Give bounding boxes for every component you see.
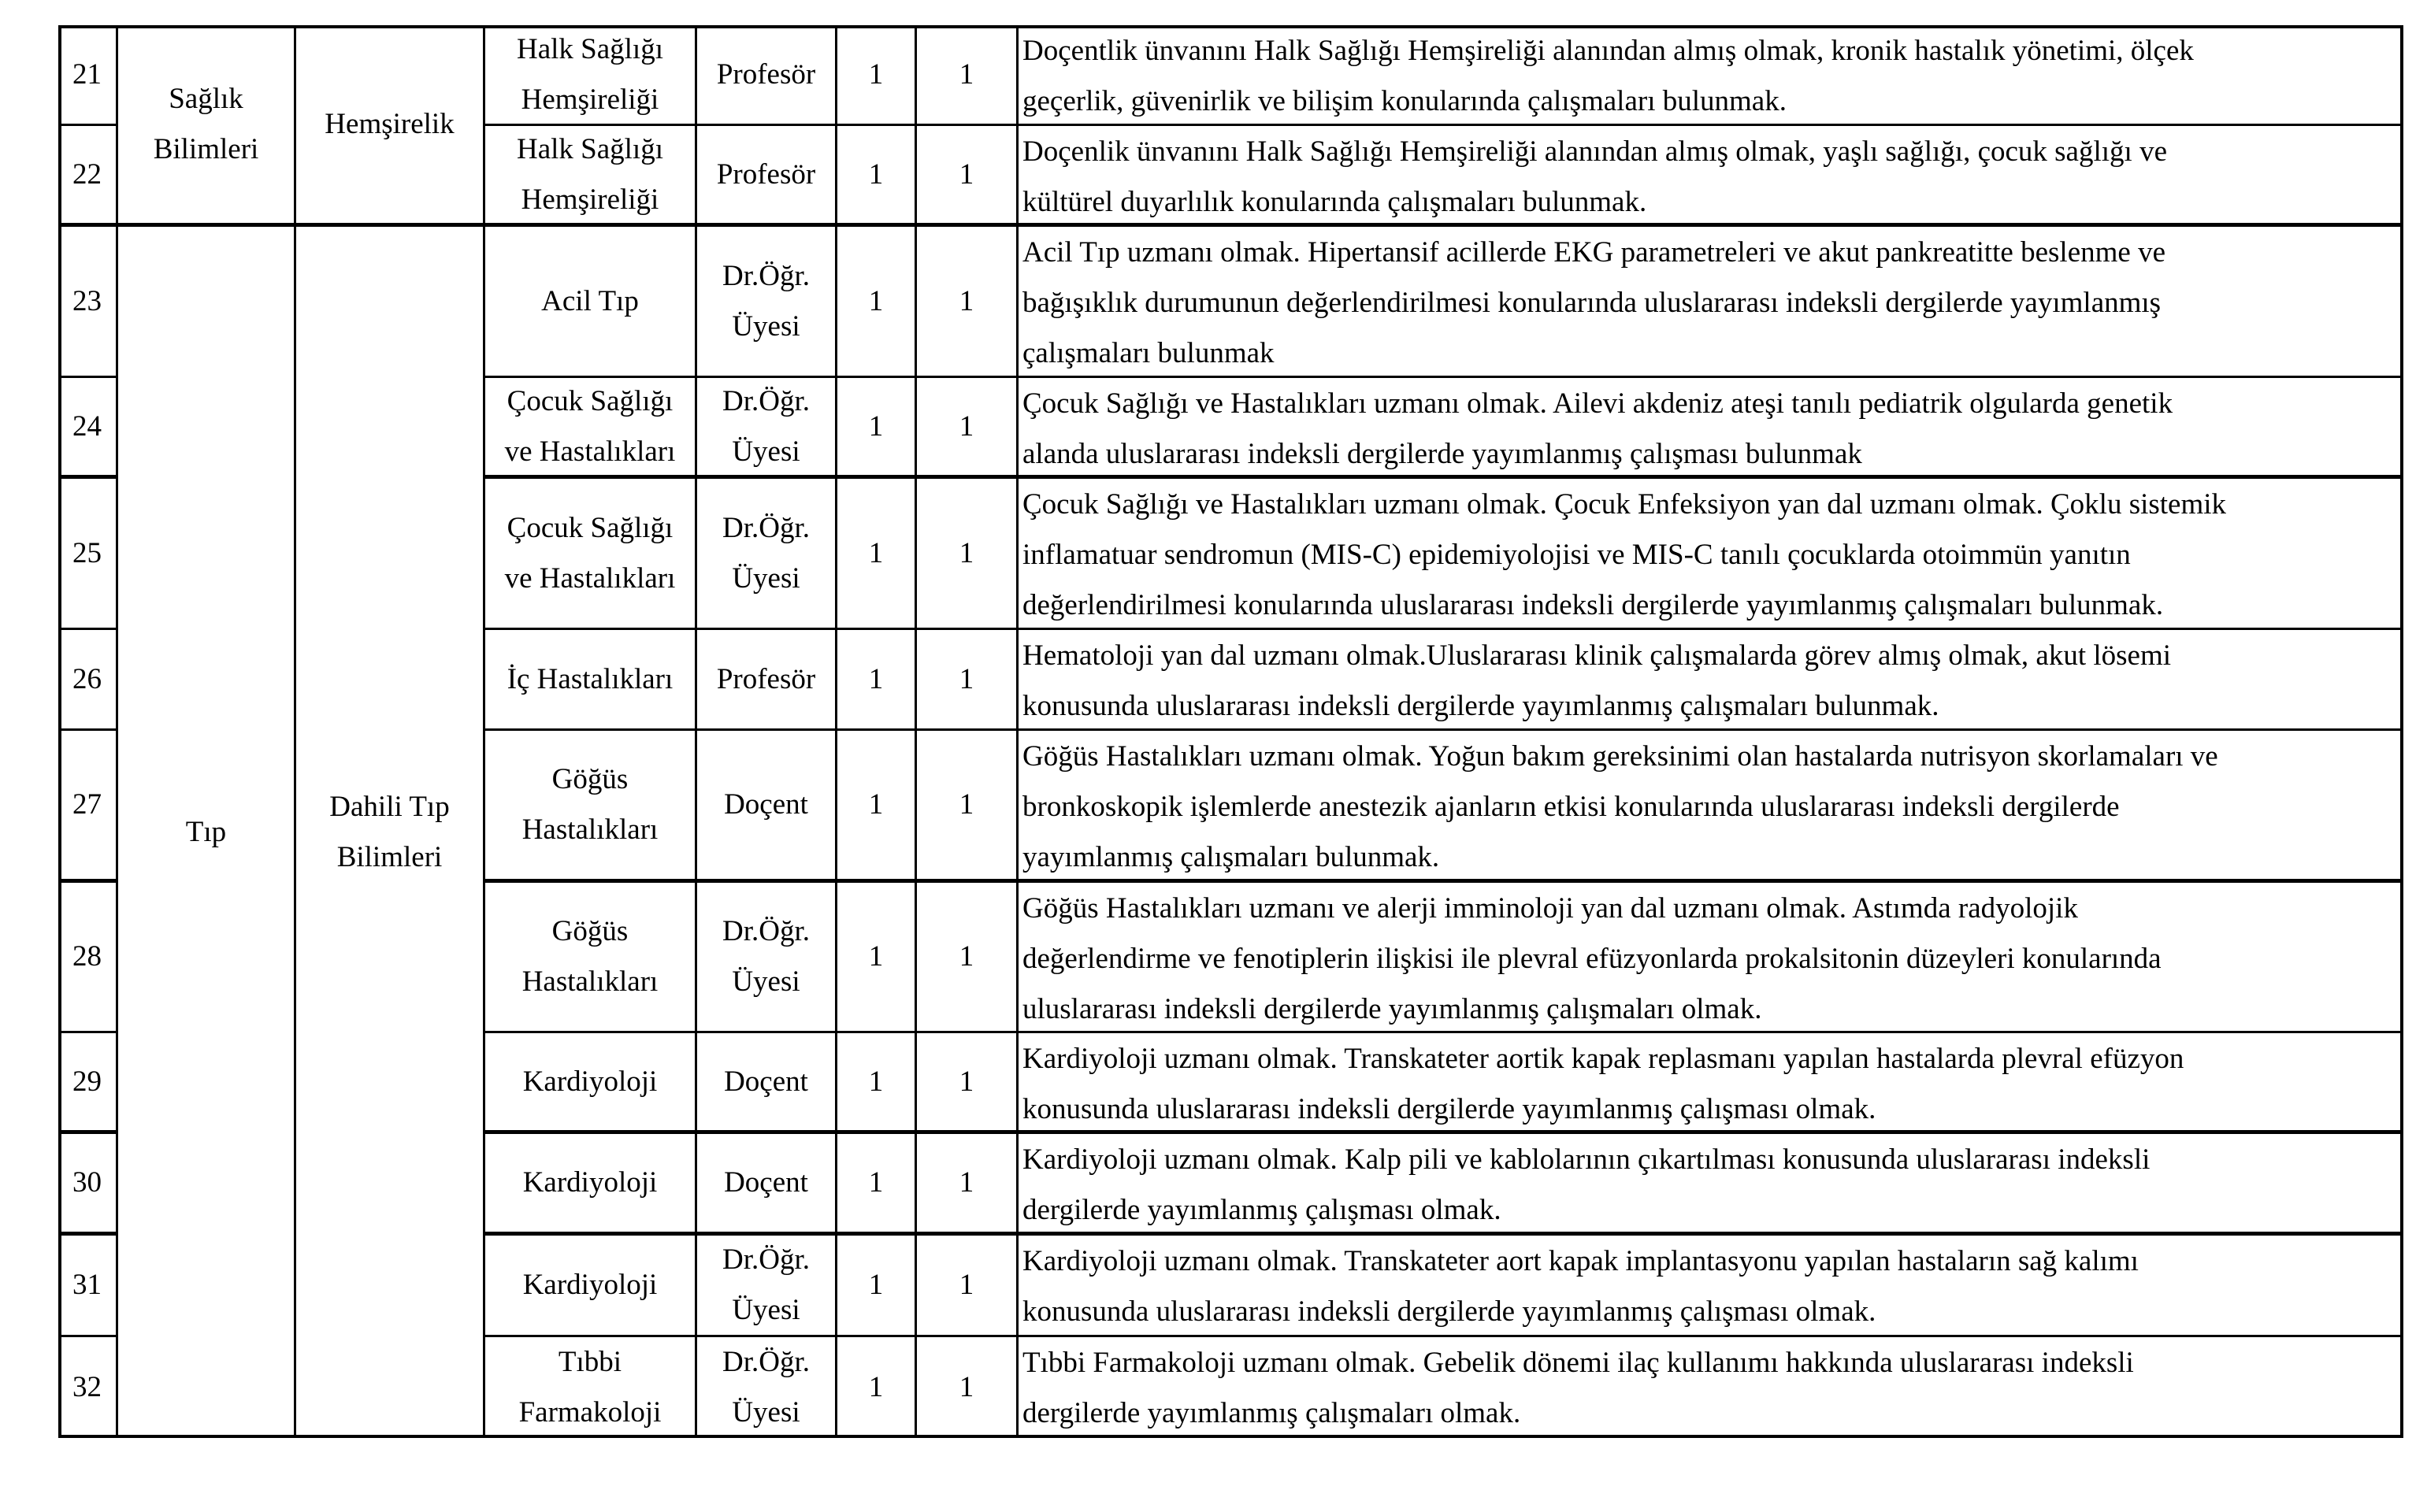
text-line: Dahili Tıp <box>329 791 450 823</box>
position-count-cell <box>837 1033 917 1134</box>
row-number-cell <box>58 731 118 883</box>
text-line: ve Hastalıkları <box>504 435 676 468</box>
text-line: Profesör <box>716 57 816 91</box>
cell-text: 1 <box>959 940 974 973</box>
requirements-cell <box>1019 479 2403 630</box>
position-count-cell <box>837 630 917 731</box>
text-line: Profesör <box>716 158 816 191</box>
position-count-cell <box>837 479 917 630</box>
quota-count-cell <box>917 227 1019 378</box>
anabilim-dali-cell <box>485 1134 697 1236</box>
text-line: Profesör <box>716 662 816 695</box>
cell-text: 1 <box>868 158 884 191</box>
text-line: Hastalıkları <box>521 813 659 846</box>
text-line: Hastalıkları <box>521 965 659 998</box>
cell-text <box>523 1158 658 1208</box>
position-count-cell <box>837 378 917 479</box>
cell-text <box>186 807 226 858</box>
cell-text <box>325 99 454 150</box>
row-number-cell <box>58 883 118 1033</box>
text-line: Göğüs <box>551 915 629 947</box>
quota-count-cell <box>917 630 1019 731</box>
row-number-cell <box>58 479 118 630</box>
anabilim-dali-cell <box>485 1337 697 1438</box>
cell-text <box>329 782 449 883</box>
text-line: Halk Sağlığı <box>516 132 663 165</box>
text-line: dergilerde yayımlanmış çalışması olmak. <box>1022 1194 1501 1226</box>
cell-text <box>1022 1034 2184 1134</box>
text-line: ve Hastalıkları <box>504 561 676 595</box>
cell-text: 1 <box>959 1269 974 1301</box>
department-cell <box>296 227 485 1438</box>
text-line: Acil Tıp uzmanı olmak. Hipertansif acillerde EKG parametreleri ve akut pankreatitte beslenme ve <box>1022 236 2165 269</box>
requirements-cell <box>1019 630 2403 731</box>
academic-title-cell <box>697 883 837 1033</box>
position-count-cell <box>837 126 917 227</box>
cell-text <box>1022 127 2167 227</box>
text-line: alanda uluslararası indeksli dergilerde yayımlanmış çalışması bulunmak <box>1022 438 1862 470</box>
academic-title-cell <box>697 1337 837 1438</box>
anabilim-dali-cell <box>485 883 697 1033</box>
position-count-cell <box>837 1236 917 1337</box>
row-number-cell <box>58 1236 118 1337</box>
cell-text: 26 <box>72 662 102 695</box>
text-line: Hemşireliği <box>521 183 659 216</box>
requirements-cell <box>1019 883 2403 1033</box>
academic-title-cell <box>697 1236 837 1337</box>
cell-text: 1 <box>959 1065 974 1098</box>
text-line: dergilerde yayımlanmış çalışmaları olmak. <box>1022 1397 1521 1429</box>
row-number-cell <box>58 1033 118 1134</box>
academic-title-cell <box>697 227 837 378</box>
cell-text: 28 <box>72 940 102 973</box>
cell-text <box>722 1236 810 1336</box>
cell-text <box>505 378 676 477</box>
quota-count-cell <box>917 731 1019 883</box>
cell-text <box>517 25 663 125</box>
cell-text <box>1022 228 2165 378</box>
quota-count-cell <box>917 126 1019 227</box>
cell-text: 24 <box>72 410 102 443</box>
text-line: Kardiyoloji uzmanı olmak. Kalp pili ve kablolarının çıkartılması konusunda uluslararası indeksli <box>1022 1143 2151 1176</box>
quota-count-cell <box>917 1134 1019 1236</box>
cell-text: 23 <box>72 284 102 317</box>
anabilim-dali-cell <box>485 126 697 227</box>
department-cell <box>296 25 485 227</box>
cell-text <box>519 1337 662 1438</box>
position-count-cell <box>837 883 917 1033</box>
requirements-cell <box>1019 1033 2403 1134</box>
requirements-cell <box>1019 126 2403 227</box>
quota-count-cell <box>917 883 1019 1033</box>
position-count-cell <box>837 25 917 126</box>
text-line: konusunda uluslararası indeksli dergilerde yayımlanmış çalışması olmak. <box>1022 1295 1876 1328</box>
text-line: Dr.Öğr. <box>722 259 810 292</box>
academic-title-cell <box>697 630 837 731</box>
text-line: Hemşirelik <box>325 107 455 140</box>
cell-text <box>722 1337 810 1438</box>
text-line: kültürel duyarlılık konularında çalışmaları bulunmak. <box>1022 186 1647 218</box>
text-line: Kardiyoloji <box>522 1269 658 1301</box>
cell-text <box>1022 1236 2139 1337</box>
text-line: Bilimleri <box>153 132 259 165</box>
quota-count-cell <box>917 479 1019 630</box>
text-line: Üyesi <box>732 1294 800 1326</box>
text-line: Göğüs <box>551 763 629 795</box>
anabilim-dali-cell <box>485 1033 697 1134</box>
anabilim-dali-cell <box>485 731 697 883</box>
cell-text: 1 <box>959 158 974 191</box>
text-line: Çocuk Sağlığı <box>507 511 674 544</box>
requirements-cell <box>1019 227 2403 378</box>
text-line: Sağlık <box>169 82 243 115</box>
cell-text <box>722 378 810 477</box>
requirements-cell <box>1019 1337 2403 1438</box>
cell-text: 1 <box>868 788 884 821</box>
cell-text: 1 <box>868 284 884 317</box>
quota-count-cell <box>917 378 1019 479</box>
text-line: geçerlik, güvenirlik ve bilişim konularında çalışmaları bulunmak. <box>1022 85 1787 117</box>
text-line: Halk Sağlığı <box>516 32 663 65</box>
cell-text <box>523 1260 658 1310</box>
text-line: Kardiyoloji <box>522 1166 658 1199</box>
cell-text <box>1022 379 2173 479</box>
text-line: Dr.Öğr. <box>722 1346 810 1378</box>
text-line: Dr.Öğr. <box>722 384 810 417</box>
cell-text <box>154 74 259 175</box>
academic-title-cell <box>697 1134 837 1236</box>
row-number-cell <box>58 378 118 479</box>
requirements-cell <box>1019 378 2403 479</box>
row-number-cell <box>58 126 118 227</box>
cell-text <box>1022 631 2171 731</box>
text-line: Göğüs Hastalıkları uzmanı ve alerji imminoloji yan dal uzmanı olmak. Astımda radyolojik <box>1022 892 2078 925</box>
anabilim-dali-cell <box>485 378 697 479</box>
academic-title-cell <box>697 126 837 227</box>
positions-table <box>58 25 2403 1438</box>
text-line: bağışıklık durumunun değerlendirilmesi konularında uluslararası indeksli dergilerde yayımlanmış <box>1022 287 2162 319</box>
cell-text: 1 <box>868 940 884 973</box>
text-line: Acil Tıp <box>541 284 639 317</box>
text-line: konusunda uluslararası indeksli dergilerde yayımlanmış çalışmaları bulunmak. <box>1022 690 1939 722</box>
text-line: Çocuk Sağlığı ve Hastalıkları uzmanı olmak. Çocuk Enfeksiyon yan dal uzmanı olmak. Çoklu sistemik <box>1022 488 2227 521</box>
cell-text <box>724 1158 808 1208</box>
text-line: Doçent <box>724 1065 808 1098</box>
cell-text: 1 <box>959 1371 974 1403</box>
cell-text <box>522 906 659 1007</box>
text-line: değerlendirilmesi konularında uluslararası indeksli dergilerde yayımlanmış çalışmaları bulunmak. <box>1022 589 2164 621</box>
cell-text: 1 <box>868 1269 884 1301</box>
cell-text: 29 <box>72 1065 102 1098</box>
cell-text: 31 <box>72 1269 102 1301</box>
text-line: Kardiyoloji <box>522 1065 658 1098</box>
cell-text: 1 <box>868 536 884 569</box>
text-line: Göğüs Hastalıkları uzmanı olmak. Yoğun bakım gereksinimi olan hastalarda nutrisyon skorlamaları ve <box>1022 740 2218 773</box>
text-line: yayımlanmış çalışmaları bulunmak. <box>1022 841 1440 873</box>
cell-text: 32 <box>72 1371 102 1403</box>
position-count-cell <box>837 1134 917 1236</box>
text-line: bronkoskopik işlemlerde anestezik ajanların etkisi konularında uluslararası indeksli dergilerde <box>1022 791 2120 823</box>
academic-title-cell <box>697 731 837 883</box>
text-line: Tıbbi <box>558 1346 622 1378</box>
cell-text <box>523 1057 658 1107</box>
cell-text <box>717 50 815 100</box>
quota-count-cell <box>917 1236 1019 1337</box>
cell-text: 1 <box>868 410 884 443</box>
cell-text: 1 <box>959 284 974 317</box>
cell-text <box>1022 1338 2134 1438</box>
cell-text: 22 <box>72 158 102 191</box>
text-line: uluslararası indeksli dergilerde yayımlanmış çalışmaları olmak. <box>1022 993 1762 1025</box>
cell-text: 1 <box>959 1166 974 1199</box>
requirements-cell <box>1019 731 2403 883</box>
cell-text: 1 <box>959 536 974 569</box>
cell-text: 1 <box>868 662 884 695</box>
text-line: Hematoloji yan dal uzmanı olmak.Uluslararası klinik çalışmalarda görev almış olmak, akut lösemi <box>1022 639 2172 672</box>
academic-title-cell <box>697 378 837 479</box>
text-line: Tıp <box>185 816 227 848</box>
anabilim-dali-cell <box>485 227 697 378</box>
cell-text: 1 <box>959 410 974 443</box>
cell-text <box>1022 1135 2150 1236</box>
cell-text: 1 <box>868 1166 884 1199</box>
cell-text <box>507 654 674 705</box>
cell-text: 30 <box>72 1166 102 1199</box>
academic-title-cell <box>697 25 837 126</box>
text-line: inflamatuar sendromun (MIS-C) epidemiyolojisi ve MIS-C tanılı çocuklarda otoimmün yanıtın <box>1022 539 2131 571</box>
text-line: Dr.Öğr. <box>722 1243 810 1276</box>
cell-text: 1 <box>959 57 974 91</box>
text-line: Üyesi <box>732 1396 800 1429</box>
requirements-cell <box>1019 25 2403 126</box>
text-line: Üyesi <box>732 561 800 595</box>
text-line: Üyesi <box>732 435 800 468</box>
cell-text: 1 <box>868 1065 884 1098</box>
text-line: değerlendirme ve fenotiplerin ilişkisi ile plevral efüzyonlarda prokalsitonin düzeyleri konularında <box>1022 943 2162 975</box>
position-count-cell <box>837 1337 917 1438</box>
cell-text <box>1022 26 2194 126</box>
cell-text: 27 <box>72 788 102 821</box>
anabilim-dali-cell <box>485 479 697 630</box>
text-line: Kardiyoloji uzmanı olmak. Transkateter aortik kapak replasmanı yapılan hastalarda plevral efüzyon <box>1022 1043 2184 1075</box>
academic-title-cell <box>697 479 837 630</box>
cell-text <box>717 150 815 200</box>
quota-count-cell <box>917 1337 1019 1438</box>
text-line: Çocuk Sağlığı ve Hastalıkları uzmanı olmak. Ailevi akdeniz ateşi tanılı pediatrik olgularda genetik <box>1022 387 2173 420</box>
cell-text <box>717 654 815 705</box>
text-line: konusunda uluslararası indeksli dergilerde yayımlanmış çalışması olmak. <box>1022 1093 1876 1125</box>
text-line: Tıbbi Farmakoloji uzmanı olmak. Gebelik dönemi ilaç kullanımı hakkında uluslararası indeksli <box>1022 1347 2134 1379</box>
text-line: Doçentlik ünvanını Halk Sağlığı Hemşireliği alanından almış olmak, kronik hastalık yönetimi, ölçek <box>1022 35 2194 67</box>
text-line: Bilimleri <box>336 841 443 873</box>
cell-text: 1 <box>959 788 974 821</box>
cell-text <box>1022 884 2162 1033</box>
academic-title-cell <box>697 1033 837 1134</box>
cell-text <box>722 503 810 604</box>
text-line: İç Hastalıkları <box>507 662 674 695</box>
faculty-cell <box>118 227 296 1438</box>
cell-text <box>724 1057 808 1107</box>
quota-count-cell <box>917 25 1019 126</box>
cell-text: 25 <box>72 536 102 569</box>
cell-text: 21 <box>72 57 102 91</box>
text-line: Dr.Öğr. <box>722 511 810 544</box>
text-line: Kardiyoloji uzmanı olmak. Transkateter aort kapak implantasyonu yapılan hastaların sağ kalımı <box>1022 1245 2139 1277</box>
cell-text: 1 <box>959 662 974 695</box>
text-line: çalışmaları bulunmak <box>1022 337 1275 369</box>
cell-text <box>517 126 663 225</box>
cell-text: 1 <box>868 1371 884 1403</box>
text-line: Hemşireliği <box>521 83 659 116</box>
anabilim-dali-cell <box>485 630 697 731</box>
cell-text <box>522 754 659 855</box>
position-count-cell <box>837 227 917 378</box>
requirements-cell <box>1019 1236 2403 1337</box>
quota-count-cell <box>917 1033 1019 1134</box>
anabilim-dali-cell <box>485 1236 697 1337</box>
requirements-cell <box>1019 1134 2403 1236</box>
cell-text <box>724 780 808 830</box>
row-number-cell <box>58 25 118 126</box>
cell-text <box>1022 480 2226 630</box>
cell-text: 1 <box>868 57 884 91</box>
cell-text <box>541 276 639 327</box>
text-line: Doçent <box>724 1166 808 1199</box>
cell-text <box>722 251 810 352</box>
text-line: Farmakoloji <box>518 1396 662 1429</box>
row-number-cell <box>58 227 118 378</box>
cell-text <box>1022 732 2218 883</box>
row-number-cell <box>58 1134 118 1236</box>
row-number-cell <box>58 1337 118 1438</box>
text-line: Üyesi <box>732 309 800 343</box>
text-line: Dr.Öğr. <box>722 915 810 947</box>
text-line: Doçent <box>724 788 808 821</box>
position-count-cell <box>837 731 917 883</box>
faculty-cell <box>118 25 296 227</box>
row-number-cell <box>58 630 118 731</box>
cell-text <box>505 503 676 604</box>
cell-text <box>722 906 810 1007</box>
text-line: Üyesi <box>732 965 800 998</box>
text-line: Doçenlik ünvanını Halk Sağlığı Hemşireliği alanından almış olmak, yaşlı sağlığı, çocuk sağlığı ve <box>1022 135 2167 168</box>
anabilim-dali-cell <box>485 25 697 126</box>
text-line: Çocuk Sağlığı <box>507 384 674 417</box>
